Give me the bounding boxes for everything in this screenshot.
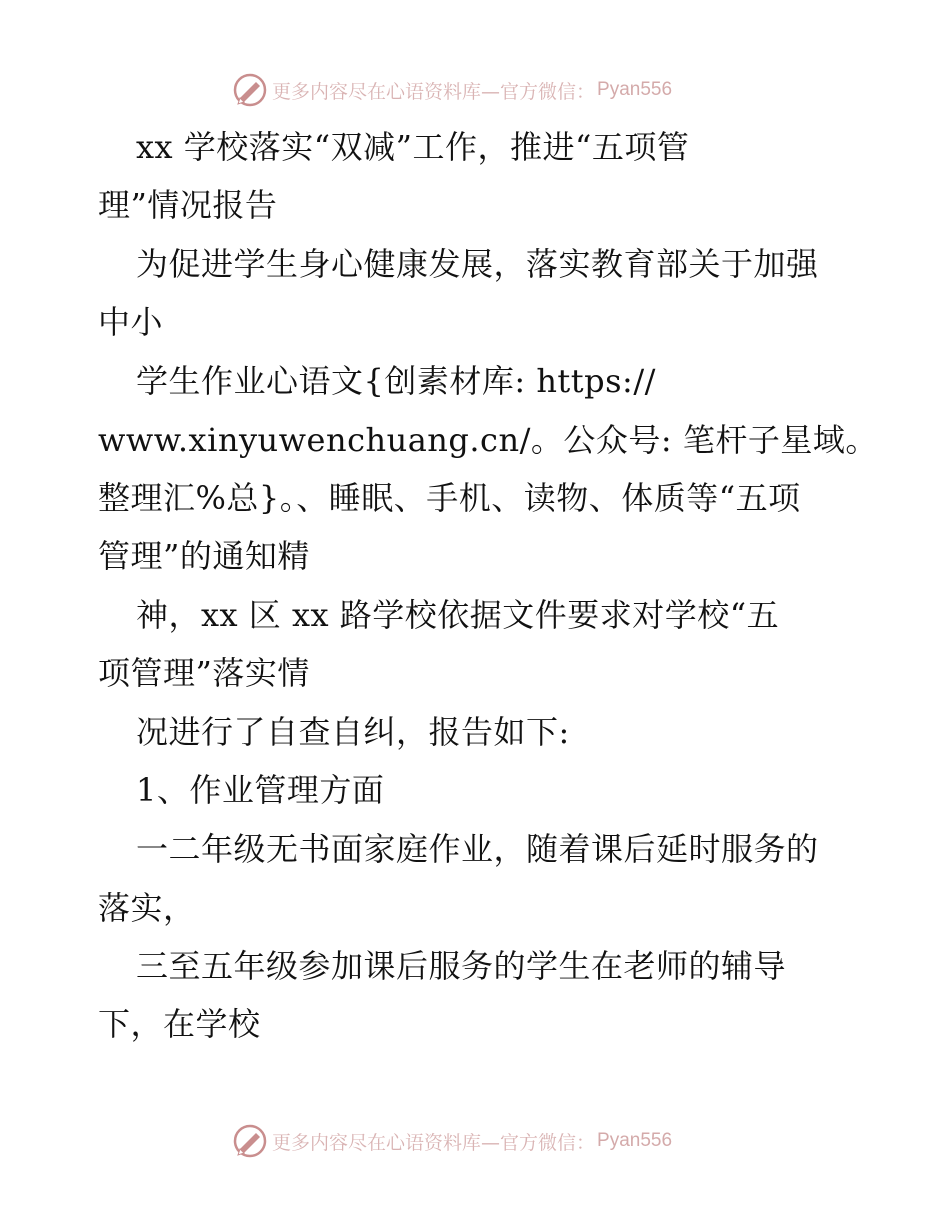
watermark-handle: Pyan556 [597,79,673,100]
watermark-text: 更多内容尽在心语资料库—官方微信： [272,80,596,103]
doc-line-4: 中小 [98,303,164,341]
watermark-handle: Pyan556 [597,1130,673,1151]
doc-line-16: 下，在学校 [98,1005,261,1043]
watermark-footer [232,1121,672,1161]
doc-line-14: 落实， [98,889,196,927]
watermark-header [232,70,672,110]
doc-line-3: 为促进学生身心健康发展，落实教育部关于加强 [136,245,819,283]
doc-line-6: www.xinyuwenchuang.cn/。公众号: 笔杆子星域。 [98,421,878,459]
doc-line-8: 管理”的通知精 [98,537,310,575]
pen-logo-icon [232,1123,268,1159]
doc-line-10: 项管理”落实情 [98,654,310,692]
doc-line-title-1: xx 学校落实“双减”工作，推进“五项管 [136,128,690,166]
doc-line-7: 整理汇%总}。、睡眠、手机、读物、体质等“五项 [98,479,801,517]
doc-line-12: 1、作业管理方面 [136,771,385,809]
doc-line-13: 一二年级无书面家庭作业，随着课后延时服务的 [136,830,819,868]
watermark-text: 更多内容尽在心语资料库—官方微信： [272,1131,596,1154]
doc-line-15: 三至五年级参加课后服务的学生在老师的辅导 [136,947,787,985]
doc-line-5: 学生作业心语文{创素材库: https:// [136,362,656,400]
doc-line-title-2: 理”情况报告 [98,186,278,224]
pen-logo-icon [232,72,268,108]
doc-line-11: 况进行了自查自纠，报告如下: [136,713,570,751]
doc-line-9: 神，xx 区 xx 路学校依据文件要求对学校“五 [136,596,780,634]
